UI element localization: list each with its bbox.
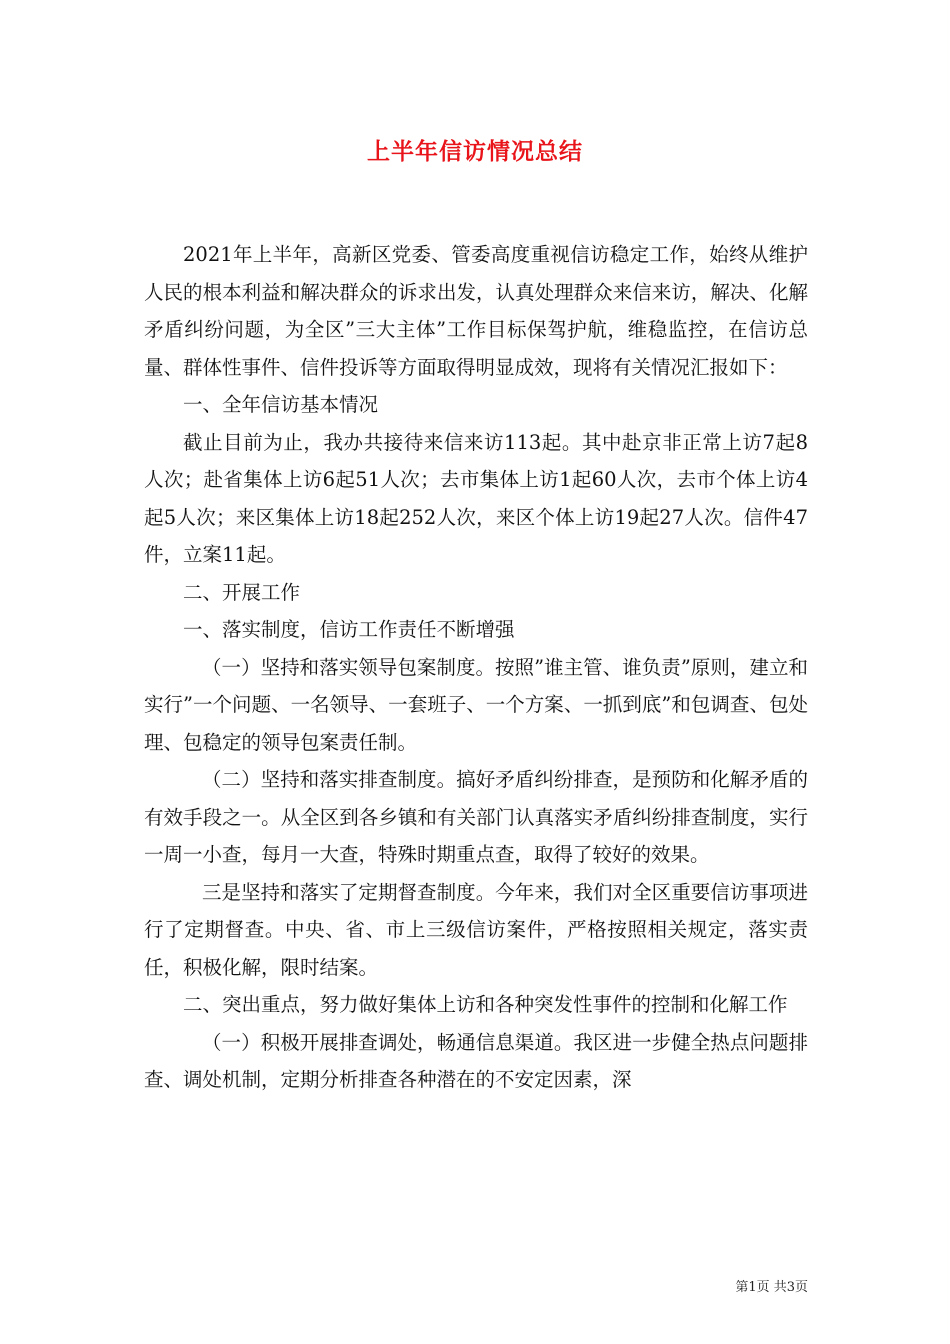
heading-highlight-priorities: 二、突出重点，努力做好集体上访和各种突发性事件的控制和化解工作 <box>183 993 788 1016</box>
paragraph-statistics: 截止目前为止，我办共接待来信来访113起。其中赴京非正常上访7起8人次；赴省集体上访6起51人次；去市集体上访1起60人次，去市个体上访4起5人次；来区集体上访18起252人次，来区个体上访19起27人次。信件47件，立案11起。 <box>144 430 808 566</box>
paragraph-intro: 2021年上半年，高新区党委、管委高度重视信访稳定工作，始终从维护人民的根本利益和解决群众的诉求出发，认真处理群众来信来访，解决、化解矛盾纠纷问题，为全区”三大主体”工作目标保驾护航，维稳监控，在信访总量、群体性事件、信件投诉等方面取得明显成效，现将有关情况汇报如下： <box>144 243 808 379</box>
paragraph-supervision-system: 三是坚持和落实了定期督查制度。今年来，我们对全区重要信访事项进行了定期督查。中央、省、市上三级信访案件，严格按照相关规定，落实责任，积极化解，限时结案。 <box>144 880 808 979</box>
paragraph-investigation-system: （二）坚持和落实排查制度。搞好矛盾纠纷排查，是预防和化解矛盾的有效手段之一。从全区到各乡镇和有关部门认真落实矛盾纠纷排查制度，实行一周一小查，每月一大查，特殊时期重点查，取得了较好的效果。 <box>144 768 808 866</box>
heading-work-carried-out: 二、开展工作 <box>183 580 301 604</box>
document-body <box>144 236 808 1099</box>
page-number: 第1页 共3页 <box>735 1280 808 1295</box>
heading-implement-system: 一、落实制度，信访工作责任不断增强 <box>183 618 515 641</box>
paragraph-leader-case-system: （一）坚持和落实领导包案制度。按照”谁主管、谁负责”原则，建立和实行”一个问题、一名领导、一套班子、一个方案、一抓到底”和包调查、包处理、包稳定的领导包案责任制。 <box>144 655 808 754</box>
document-title: 上半年信访情况总结 <box>367 138 583 165</box>
heading-basic-situation: 一、全年信访基本情况 <box>183 393 379 416</box>
paragraph-info-channels: （一）积极开展排查调处，畅通信息渠道。我区进一步健全热点问题排查、调处机制，定期分析排查各种潜在的不安定因素，深 <box>144 1030 808 1091</box>
